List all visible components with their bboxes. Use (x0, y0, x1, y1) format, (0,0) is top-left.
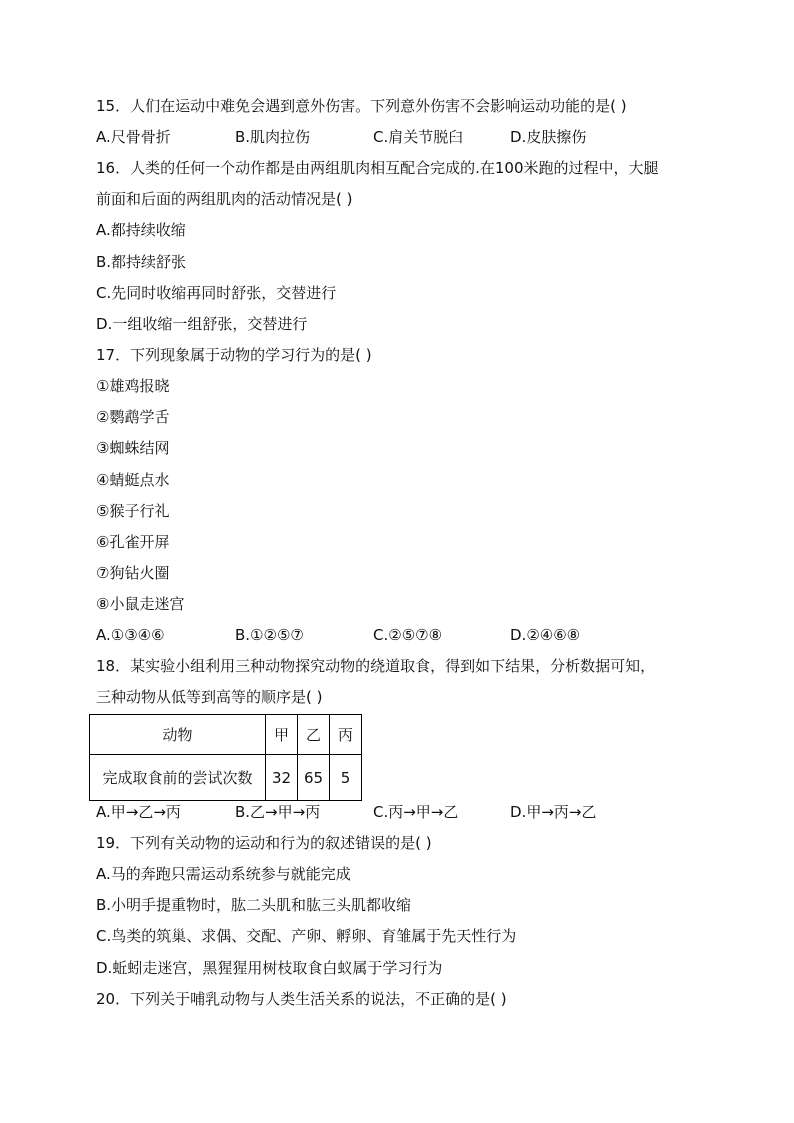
table-header-row (90, 715, 362, 755)
q16-option-d: D.一组收缩一组舒张，交替进行 (96, 315, 308, 333)
q17-item-1: ①雄鸡报晓 (96, 377, 170, 395)
q15-option-d: D.皮肤擦伤 (510, 128, 587, 146)
q18-option-d: D.甲→丙→乙 (510, 803, 597, 821)
q17-item-6: ⑥孔雀开屏 (96, 533, 170, 551)
q18-option-c: C.丙→甲→乙 (373, 803, 459, 821)
q16-stem-line1: 16．人类的任何一个动作都是由两组肌肉相互配合完成的.在100米跑的过程中，大腿 (96, 159, 659, 177)
table-header-cell: 丙 (330, 715, 362, 755)
q17-item-8: ⑧小鼠走迷宫 (96, 595, 185, 613)
q16-option-b: B.都持续舒张 (96, 253, 187, 271)
q17-item-3: ③蜘蛛结网 (96, 439, 170, 457)
q18-data-table (89, 714, 362, 801)
q17-item-4: ④蜻蜓点水 (96, 471, 170, 489)
q15-options (96, 127, 716, 147)
q17-item-2: ②鹦鹉学舌 (96, 408, 170, 426)
q17-options (96, 625, 716, 645)
q19-stem: 19．下列有关动物的运动和行为的叙述错误的是( ) (96, 834, 432, 852)
q17-option-b: B.①②⑤⑦ (235, 626, 304, 644)
q17-option-c: C.②⑤⑦⑧ (373, 626, 443, 644)
table-cell: 5 (330, 755, 362, 801)
table-cell: 完成取食前的尝试次数 (90, 755, 266, 801)
q16-option-a: A.都持续收缩 (96, 221, 186, 239)
q19-option-d: D.蚯蚓走迷宫，黑猩猩用树枝取食白蚁属于学习行为 (96, 959, 443, 977)
table-cell: 32 (266, 755, 298, 801)
q17-option-a: A.①③④⑥ (96, 626, 165, 644)
q19-option-b: B.小明手提重物时，肱二头肌和肱三头肌都收缩 (96, 896, 412, 914)
q17-item-5: ⑤猴子行礼 (96, 502, 170, 520)
table-row (90, 755, 362, 801)
q18-option-b: B.乙→甲→丙 (235, 803, 321, 821)
q15-stem: 15．人们在运动中难免会遇到意外伤害。下列意外伤害不会影响运动功能的是( ) (96, 97, 627, 115)
table-header-cell: 乙 (298, 715, 330, 755)
q20-stem: 20．下列关于哺乳动物与人类生活关系的说法，不正确的是( ) (96, 990, 507, 1008)
table-cell: 65 (298, 755, 330, 801)
q18-stem-line2: 三种动物从低等到高等的顺序是( ) (96, 688, 323, 706)
q17-stem: 17．下列现象属于动物的学习行为的是( ) (96, 346, 372, 364)
table-header-cell: 动物 (90, 715, 266, 755)
q18-option-a: A.甲→乙→丙 (96, 803, 181, 821)
q17-option-d: D.②④⑥⑧ (510, 626, 581, 644)
q15-option-a: A.尺骨骨折 (96, 128, 171, 146)
q19-option-a: A.马的奔跑只需运动系统参与就能完成 (96, 865, 351, 883)
q16-option-c: C.先同时收缩再同时舒张，交替进行 (96, 284, 337, 302)
table-header-cell: 甲 (266, 715, 298, 755)
q19-option-c: C.鸟类的筑巢、求偶、交配、产卵、孵卵、育雏属于先天性行为 (96, 927, 517, 945)
q18-options (96, 802, 716, 822)
q15-option-c: C.肩关节脱臼 (373, 128, 464, 146)
q16-stem-line2: 前面和后面的两组肌肉的活动情况是( ) (96, 190, 353, 208)
q18-stem-line1: 18．某实验小组利用三种动物探究动物的绕道取食，得到如下结果，分析数据可知， (96, 657, 656, 675)
q15-option-b: B.肌肉拉伤 (235, 128, 311, 146)
q17-item-7: ⑦狗钻火圈 (96, 564, 170, 582)
